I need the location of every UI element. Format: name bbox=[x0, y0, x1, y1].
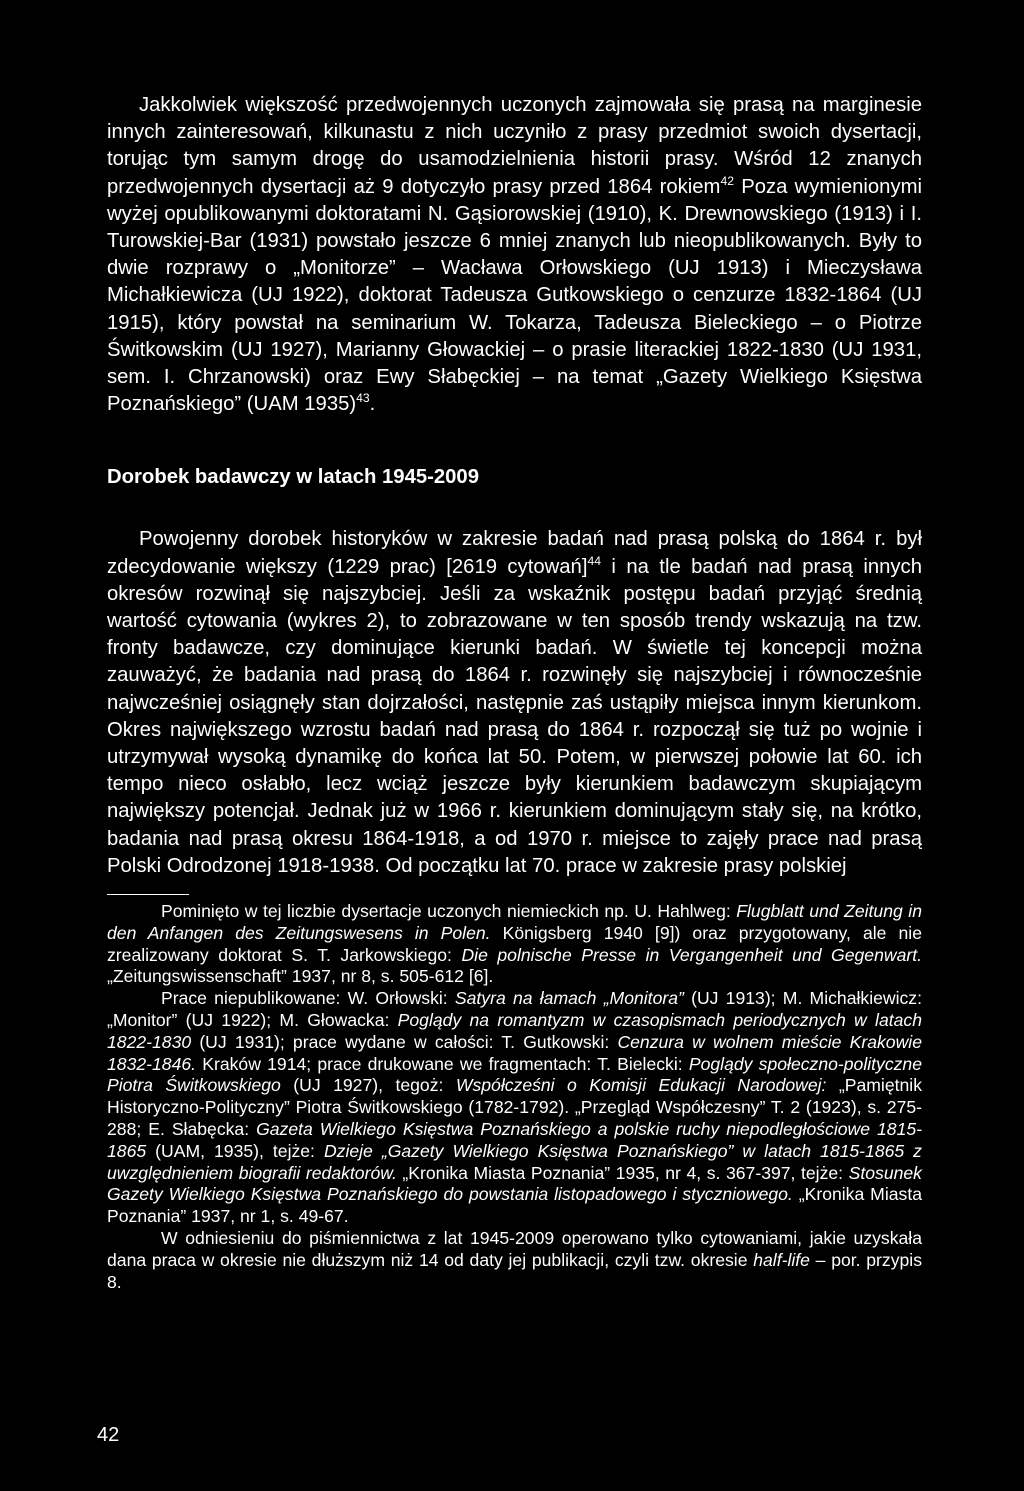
footnote-text: W odniesieniu do piśmiennictwa z lat 1945-2009 operowano tylko cytowaniami, jakie uzyskała dana praca w okresie nie dłuższym niż 14 od daty jej publikacji, czyli tzw. okresie bbox=[107, 1228, 922, 1270]
footnote-text: Prace niepublikowane: W. Orłowski: bbox=[161, 988, 455, 1009]
footnote-ref-43[interactable]: 43 bbox=[356, 391, 370, 406]
footnote-43 bbox=[107, 988, 922, 1228]
footnote-separator bbox=[107, 894, 189, 895]
footnotes bbox=[107, 901, 922, 1293]
section-heading: Dorobek badawczy w latach 1945-2009 bbox=[107, 466, 479, 489]
footnote-title: Flugblatt und Zeitung in den Anfangen des Zeitungswesens in Polen. bbox=[107, 901, 922, 943]
paragraph-text: . bbox=[369, 393, 376, 416]
footnote-title: Cenzura w wolnem mieście Krakowie 1832-1846. bbox=[107, 1031, 922, 1074]
footnote-title: Stosunek Gazety Wielkiego Księstwa Poznańskiego do powstania listopadowego i styczniowego. bbox=[107, 1162, 922, 1205]
footnote-title: Die polnische Presse in Vergangenheit und Gegenwart. bbox=[461, 944, 923, 965]
footnote-text: (UJ 1927), tegoż: bbox=[280, 1075, 456, 1096]
footnote-text: (UJ 1913); M. Michałkiewicz: „Monitor” (UJ 1922); M. Głowacka: bbox=[107, 988, 922, 1031]
footnote-text: Kraków 1914; prace drukowane we fragmentach: T. Bielecki: bbox=[196, 1053, 689, 1074]
footnote-text: Königsberg 1940 [9]) oraz przygotowany, ale nie zrealizowany doktorat S. T. Jarkowskiego: bbox=[107, 922, 922, 965]
footnote-title: Poglądy na romantyzm w czasopismach periodycznych w latach 1822-1830 bbox=[107, 1010, 922, 1052]
footnote-text: (UAM, 1935), tejże: bbox=[146, 1140, 324, 1161]
page-number: 42 bbox=[97, 1424, 120, 1446]
footnote-42 bbox=[107, 901, 922, 988]
footnote-text: „Zeitungswissenschaft” 1937, nr 8, s. 505-612 [6]. bbox=[107, 966, 494, 987]
footnote-title: Gazeta Wielkiego Księstwa Poznańskiego a polskie ruchy niepodległościowe 1815-1865 bbox=[107, 1119, 922, 1161]
footnote-ref-44[interactable]: 44 bbox=[587, 553, 601, 568]
paragraph-prewar-dissertations bbox=[107, 92, 922, 418]
footnote-term: half-life bbox=[753, 1249, 810, 1270]
footnote-text: „Pamiętnik Historyczno-Polityczny” Piotra Świtkowskiego (1782-1792). „Przegląd Współczesny” T. 2 (1923), s. 275-288; E. Słabęcka: bbox=[107, 1075, 922, 1140]
paragraph-text: Powojenny dorobek historyków w zakresie badań nad prasą polską do 1864 r. był zdecydowanie większy (1229 prac) [2619 cytowań] bbox=[107, 528, 922, 578]
paragraph-postwar-research bbox=[107, 526, 922, 880]
footnote-text: Pominięto w tej liczbie dysertacje uczonych niemieckich np. U. Hahlweg: bbox=[161, 901, 737, 922]
footnote-44 bbox=[107, 1228, 922, 1293]
footnote-title: Dzieje „Gazety Wielkiego Księstwa Poznańskiego” w latach 1815-1865 z uwzględnieniem biografii redaktorów. bbox=[107, 1140, 922, 1183]
paragraph-text: Poza wymienionymi wyżej opublikowanymi doktoratami N. Gąsiorowskiej (1910), K. Drewnowskiego (1913) i I. Turowskiej-Bar (1931) powstało jeszcze 6 mniej znanych lub nieopublikowanych. Były to dwie rozprawy o „Monitorze” – Wacława Orłowskiego (UJ 1913) i Mieczysława Michałkiewicza (UJ 1922), doktorat Tadeusza Gutkowskiego o cenzurze 1832-1864 (UJ 1915), który powstał na seminarium W. Tokarza, Tadeusza Bieleckiego – o Piotrze Świtkowskim (UJ 1927), Marianny Głowackiej – o prasie literackiej 1822-1830 (UJ 1931, sem. I. Chrzanowski) oraz Ewy Słabęckiej – na temat „Gazety Wielkiego Księstwa Poznańskiego” (UAM 1935) bbox=[107, 175, 923, 416]
footnote-text: (UJ 1931); prace wydane w całości: T. Gutkowski: bbox=[191, 1031, 618, 1052]
paragraph-text: Jakkolwiek większość przedwojennych uczonych zajmowała się prasą na marginesie innych zainteresowań, kilkunastu z nich uczyniło z prasy przedmiot swoich dysertacji, torując tym samym drogę do usamodzielnienia historii prasy. Wśród 12 znanych przedwojennych dysertacji aż 9 dotyczyło prasy przed 1864 rokiem bbox=[107, 94, 922, 198]
paragraph-text: i na tle badań nad prasą innych okresów rozwinął się najszybciej. Jeśli za wskaźnik postępu badań przyjąć średnią wartość cytowania (wykres 2), to zobrazowane w ten sposób trendy wskazują na tzw. fronty badawcze, czy dominujące kierunki badań. W świetle tej koncepcji można zauważyć, że badania nad prasą do 1864 r. rozwinęły się najszybciej i równocześnie najwcześniej osiągnęły stan dojrzałości, następnie zaś ustąpiły miejsca innym kierunkom. Okres największego wzrostu badań nad prasą do 1864 r. rozpoczął się tuż po wojnie i utrzymywał wysoką dynamikę do końca lat 50. Potem, w pierwszej połowie lat 60. ich tempo nieco osłabło, lecz wciąż jeszcze były kierunkiem badawczym skupiającym największy potencjał. Jednak już w 1966 r. kierunkiem dominującym stały się, na krótko, badania nad prasą okresu 1864-1918, a od 1970 r. miejsce to zajęły prace nad prasą Polski Odrodzonej 1918-1938. Od początku lat 70. prace w zakresie prasy polskiej bbox=[107, 555, 922, 877]
footnote-ref-42[interactable]: 42 bbox=[720, 173, 734, 188]
footnote-text: „Kronika Miasta Poznania” 1935, nr 4, s. 367-397, tejże: bbox=[396, 1162, 849, 1183]
footnote-title: Satyra na łamach „Monitora” bbox=[454, 988, 684, 1009]
page-content bbox=[107, 92, 922, 1293]
footnote-title: Współcześni o Komisji Edukacji Narodowej: bbox=[455, 1075, 827, 1096]
footnote-text: – por. przypis 8. bbox=[107, 1249, 922, 1292]
footnote-title: Poglądy społeczno-polityczne Piotra Świtkowskiego bbox=[107, 1053, 922, 1096]
footnote-text: „Kronika Miasta Poznania” 1937, nr 1, s. 49-67. bbox=[107, 1184, 922, 1227]
